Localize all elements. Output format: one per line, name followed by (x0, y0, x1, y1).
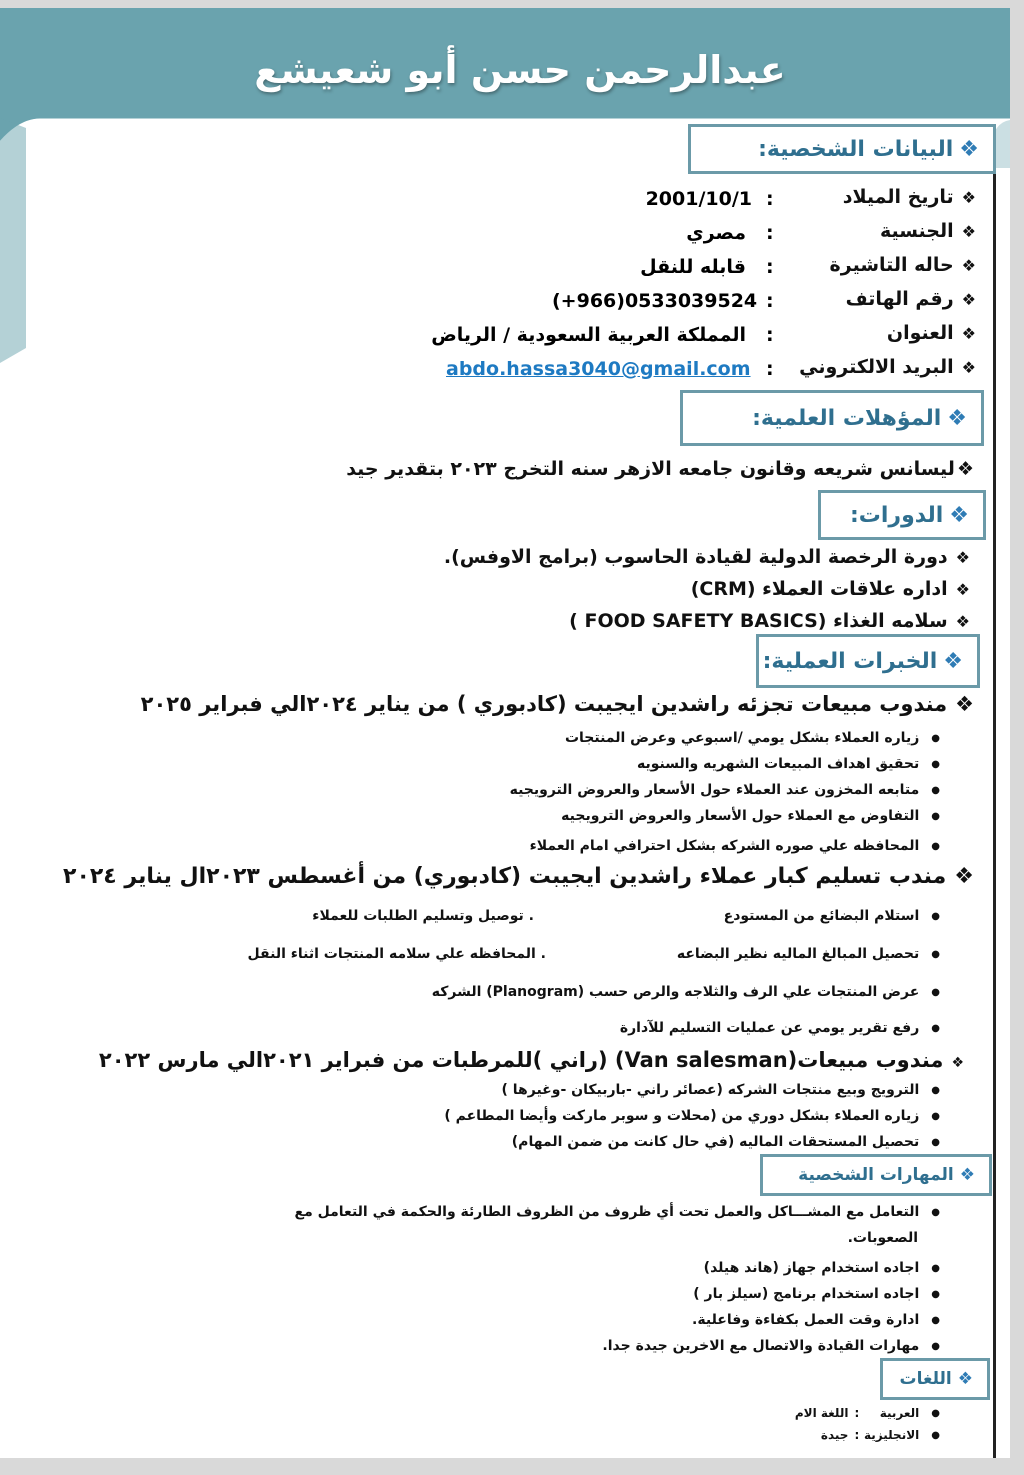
skill-text: اجاده استخدام برنامج (سيلز بار ) (693, 1286, 920, 1302)
bullet-icon: ● (931, 910, 940, 922)
colon: : (766, 290, 774, 312)
experience-item (530, 838, 940, 854)
bullet-icon: ● (931, 1288, 940, 1300)
skill-item (848, 1230, 918, 1246)
language-name: الانجليزية (864, 1428, 920, 1442)
diamond-icon: ❖ (947, 405, 967, 431)
experience-item (637, 756, 940, 772)
bullet-icon: ● (931, 1110, 940, 1122)
address-value: المملكة العربية السعودية / الرياض (431, 324, 746, 346)
section-qualifications-title: المؤهلات العلمية: (752, 405, 942, 431)
skill-item (295, 1204, 940, 1220)
course-text: اداره علاقات العملاء (CRM) (690, 578, 948, 600)
resume-page (0, 8, 1010, 1458)
colon: : (766, 188, 774, 210)
item-text: تحقيق اهداف المبيعات الشهريه والسنويه (637, 756, 920, 772)
diamond-icon: ❖ (954, 864, 974, 889)
bullet-icon: ● (931, 810, 940, 822)
candidate-name: عبدالرحمن حسن أبو شعيشع (254, 48, 786, 92)
diamond-icon: ❖ (956, 458, 974, 480)
section-skills-title: المهارات الشخصية (798, 1165, 954, 1185)
diamond-icon: ❖ (955, 692, 974, 716)
birth-label: تاريخ الميلاد (842, 186, 954, 208)
phone-value: (+966)0533039524 (552, 290, 758, 312)
section-courses-title: الدورات: (849, 502, 944, 528)
experience-title (99, 1048, 964, 1072)
left-ribbon (0, 118, 40, 368)
qualification-text: ليسانس شريعه وقانون جامعه الازهر سنه التخرج ٢٠٢٣ بتقدير جيد (346, 458, 955, 480)
birth-value: 2001/10/1 (645, 188, 752, 210)
item-text: زياره العملاء بشكل يومي /اسبوعي وعرض المنتجات (564, 730, 920, 746)
experience-item (677, 946, 940, 962)
experience-title-text: مندوب مبيعات تجزئه راشدين ايجيبت (كادبوري ) من يناير ٢٠٢٤الي فبراير ٢٠٢٥ (140, 692, 948, 716)
address-label: العنوان (886, 322, 954, 344)
bullet-icon: ● (931, 1206, 940, 1218)
bullet-icon: ● (931, 1022, 940, 1034)
skill-text: اجاده استخدام جهاز (هاند هيلد) (703, 1260, 920, 1276)
skill-text: مهارات القيادة والاتصال مع الاخرين جيدة جدا. (602, 1338, 920, 1354)
diamond-icon: ❖ (961, 256, 976, 275)
item-text: استلام البضائع من المستودع (723, 908, 920, 924)
experience-item (565, 730, 940, 746)
diamond-icon: ❖ (961, 290, 976, 309)
section-languages (880, 1358, 990, 1400)
experience-item (444, 1108, 940, 1124)
skill-text: الصعوبات. (847, 1230, 918, 1246)
diamond-icon: ❖ (951, 1055, 964, 1071)
course-item (444, 546, 970, 568)
section-experience-title: الخبرات العملية: (762, 648, 938, 674)
skill-text: ادارة وقت العمل بكفاءة وفاعلية. (692, 1312, 920, 1328)
experience-title-text: مندوب مبيعات(Van salesman) (راني )للمرطبات من فبراير ٢٠٢١الي مارس ٢٠٢٢ (98, 1048, 944, 1072)
experience-item (724, 908, 940, 924)
section-courses (818, 490, 986, 540)
experience-item (620, 1020, 940, 1036)
colon: : (766, 324, 774, 346)
experience-item (512, 1134, 940, 1150)
diamond-icon: ❖ (957, 1369, 973, 1389)
item-text: تحصيل المبالغ الماليه نظير البضاعه (676, 946, 920, 962)
bullet-icon: ● (931, 840, 940, 852)
bullet-icon: ● (931, 1430, 940, 1441)
nationality-value: مصري (686, 222, 746, 244)
experience-item (502, 1082, 940, 1098)
skill-item (692, 1312, 940, 1328)
diamond-icon: ❖ (955, 548, 970, 567)
course-text: دورة الرخصة الدولية لقيادة الحاسوب (برامج الاوفس). (443, 546, 948, 568)
language-item (821, 1428, 940, 1442)
experience-item (312, 908, 534, 924)
visa-label: حاله التاشيرة (829, 254, 954, 276)
item-text: الترويج وبيع منتجات الشركه (عصائر راني -باربيكان -وغيرها ) (501, 1082, 920, 1098)
diamond-icon: ❖ (955, 580, 970, 599)
item-text: متابعه المخزون عند العملاء حول الأسعار والعروض الترويجيه (509, 782, 920, 798)
nationality-label: الجنسية (879, 220, 954, 242)
item-text: . توصيل وتسليم الطلبات للعملاء (312, 908, 534, 924)
right-divider (993, 128, 996, 1458)
skill-item (704, 1260, 940, 1276)
diamond-icon: ❖ (955, 612, 970, 631)
bullet-icon: ● (931, 784, 940, 796)
diamond-icon: ❖ (959, 136, 979, 162)
item-text: رفع تقرير يومي عن عمليات التسليم للآدارة (619, 1020, 920, 1036)
email-label: البريد الالكتروني (799, 356, 954, 378)
diamond-icon: ❖ (943, 648, 963, 674)
diamond-icon: ❖ (961, 358, 976, 377)
bullet-icon: ● (931, 948, 940, 960)
language-level: جيدة (820, 1428, 849, 1442)
language-item (795, 1406, 940, 1420)
colon: : (766, 222, 774, 244)
language-level: اللغة الام (794, 1406, 849, 1420)
bullet-icon: ● (931, 1262, 940, 1274)
diamond-icon: ❖ (961, 188, 976, 207)
item-text: عرض المنتجات علي الرف والثلاجه والرص حسب (Planogram) الشركه (431, 984, 920, 1000)
colon: : (766, 358, 774, 380)
section-languages-title: اللغات (899, 1369, 952, 1389)
course-item (569, 610, 970, 632)
bullet-icon: ● (931, 1136, 940, 1148)
skill-text: التعامل مع المشـــاكل والعمل تحت أي ظروف من الظروف الطارئة والحكمة في التعامل مع (294, 1204, 920, 1220)
bullet-icon: ● (931, 1314, 940, 1326)
item-text: . المحافظه علي سلامه المنتجات اثناء النقل (247, 946, 546, 962)
item-text: تحصيل المستحقات الماليه (في حال كانت من ضمن المهام) (511, 1134, 920, 1150)
course-text: سلامه الغذاء (FOOD SAFETY BASICS ) (569, 610, 948, 632)
diamond-icon: ❖ (961, 222, 976, 241)
qualification-item (346, 458, 974, 480)
item-text: التفاوض مع العملاء حول الأسعار والعروض الترويجيه (561, 808, 920, 824)
bullet-icon: ● (931, 1340, 940, 1352)
diamond-icon: ❖ (959, 1165, 975, 1185)
experience-title-text: مندب تسليم كبار عملاء راشدين ايجيبت (كادبوري) من أغسطس ٢٠٢٣ال يناير ٢٠٢٤ (63, 864, 947, 889)
item-text: زياره العملاء بشكل دوري من (محلات و سوبر ماركت وأيضا المطاعم ) (444, 1108, 920, 1124)
section-personal (688, 124, 996, 174)
experience-item (248, 946, 546, 962)
experience-title (141, 692, 974, 716)
colon: : (854, 1428, 860, 1442)
experience-item (561, 808, 940, 824)
course-item (691, 578, 970, 600)
section-personal-title: البيانات الشخصية: (758, 136, 954, 162)
bullet-icon: ● (931, 758, 940, 770)
language-name: العربية (879, 1406, 920, 1420)
diamond-icon: ❖ (961, 324, 976, 343)
bullet-icon: ● (931, 1084, 940, 1096)
section-experience (756, 634, 980, 688)
section-qualifications (680, 390, 984, 446)
phone-label: رقم الهاتف (845, 288, 954, 310)
email-link[interactable]: abdo.hassa3040@gmail.com (446, 358, 751, 380)
colon: : (854, 1406, 860, 1420)
experience-item (432, 984, 940, 1000)
colon: : (766, 256, 774, 278)
diamond-icon: ❖ (949, 502, 969, 528)
item-text: المحافظه علي صوره الشركه بشكل احترافي امام العملاء (529, 838, 920, 854)
experience-title (63, 864, 974, 889)
bullet-icon: ● (931, 1408, 940, 1419)
bullet-icon: ● (931, 986, 940, 998)
section-skills (760, 1154, 992, 1196)
experience-item (510, 782, 940, 798)
skill-item (602, 1338, 940, 1354)
skill-item (693, 1286, 940, 1302)
visa-value: قابله للنقل (640, 256, 746, 278)
bullet-icon: ● (931, 732, 940, 744)
